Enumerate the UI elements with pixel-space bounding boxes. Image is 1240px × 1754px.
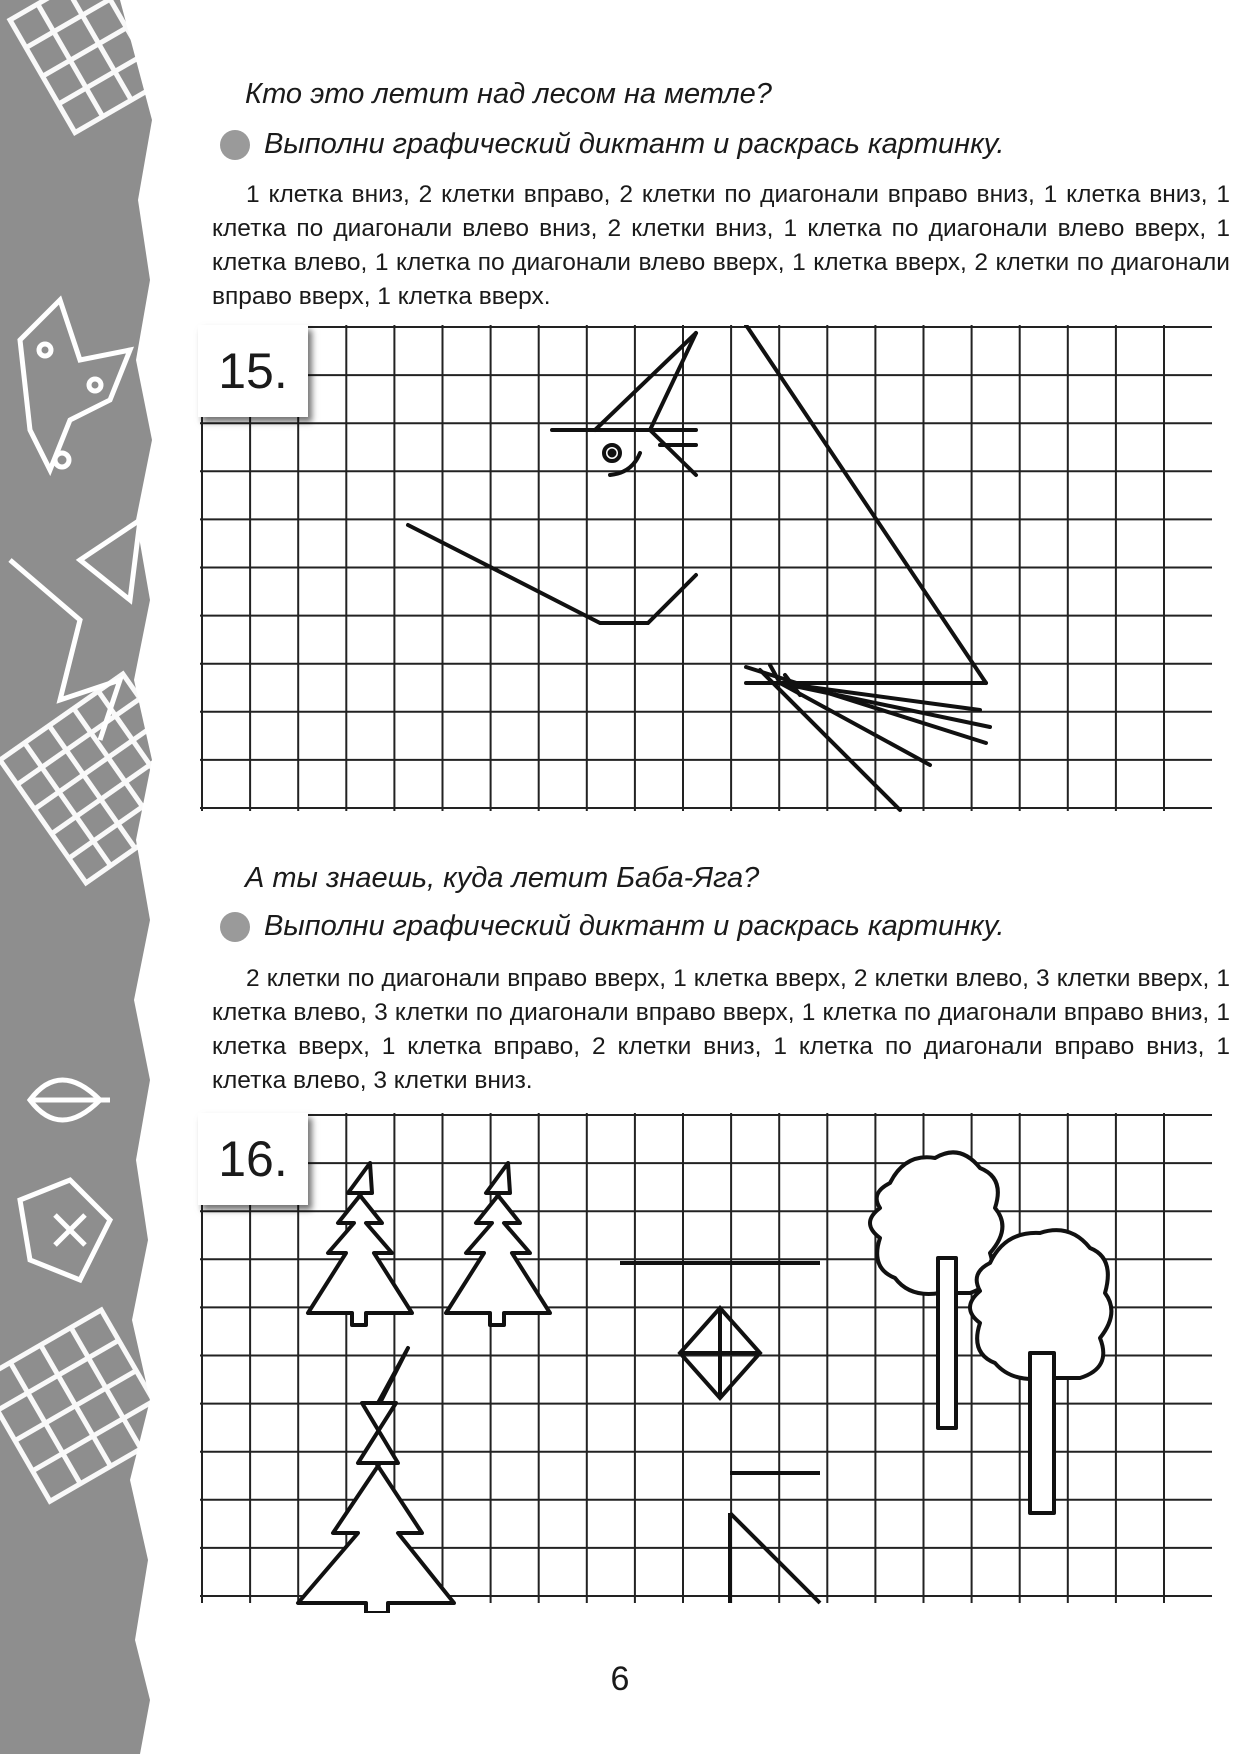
task15-grid <box>200 325 1212 825</box>
task15-instruction-text: Выполни графический диктант и раскрась картинку. <box>264 128 1005 160</box>
task16-number-badge <box>198 1113 308 1205</box>
fir-tree-2 <box>446 1163 550 1325</box>
task15-number-badge <box>198 325 308 417</box>
task16-title: А ты знаешь, куда летит Баба-Яга? <box>245 862 760 894</box>
task16-grid <box>200 1113 1212 1613</box>
page-number: 6 <box>610 1660 630 1698</box>
task16-instruction-text: Выполни графический диктант и раскрась картинку. <box>264 910 1005 942</box>
task16-dictation: 2 клетки по диагонали вправо вверх, 1 клетка вверх, 2 клетки влево, 3 клетки вверх, 1 клетка влево, 3 клетки по диагонали вправо вверх, 1 клетка по диагонали вправо вниз, 1 клетка вверх, 1 клетка вправо, 2 клетки вниз, 1 клетка по диагонали вправо вниз, 1 клетка влево, 3 клетки вниз. <box>212 965 1230 1094</box>
task15-dictation: 1 клетка вниз, 2 клетки вправо, 2 клетки по диагонали вправо вниз, 1 клетка вниз, 1 клетка по диагонали влево вниз, 2 клетки вниз, 1 клетка по диагонали влево вверх, 1 клетка влево, 1 клетка по диагонали влево вверх, 1 клетка вверх, 2 клетки по диагонали вправо вверх, 1 клетка вверх. <box>212 181 1230 310</box>
hut-fragment-drawing <box>620 1263 820 1603</box>
fir-tree-3 <box>298 1348 454 1613</box>
task15-instruction <box>220 128 1004 161</box>
task16-instruction <box>220 910 1004 943</box>
bullet-dot-icon <box>220 912 250 942</box>
fir-tree-1 <box>308 1163 412 1325</box>
bullet-dot-icon <box>220 130 250 160</box>
task15-title: Кто это летит над лесом на метле? <box>245 78 772 110</box>
task16-number: 16. <box>218 1131 288 1187</box>
task15-number: 15. <box>218 343 288 399</box>
decorative-sidebar <box>0 0 160 1754</box>
